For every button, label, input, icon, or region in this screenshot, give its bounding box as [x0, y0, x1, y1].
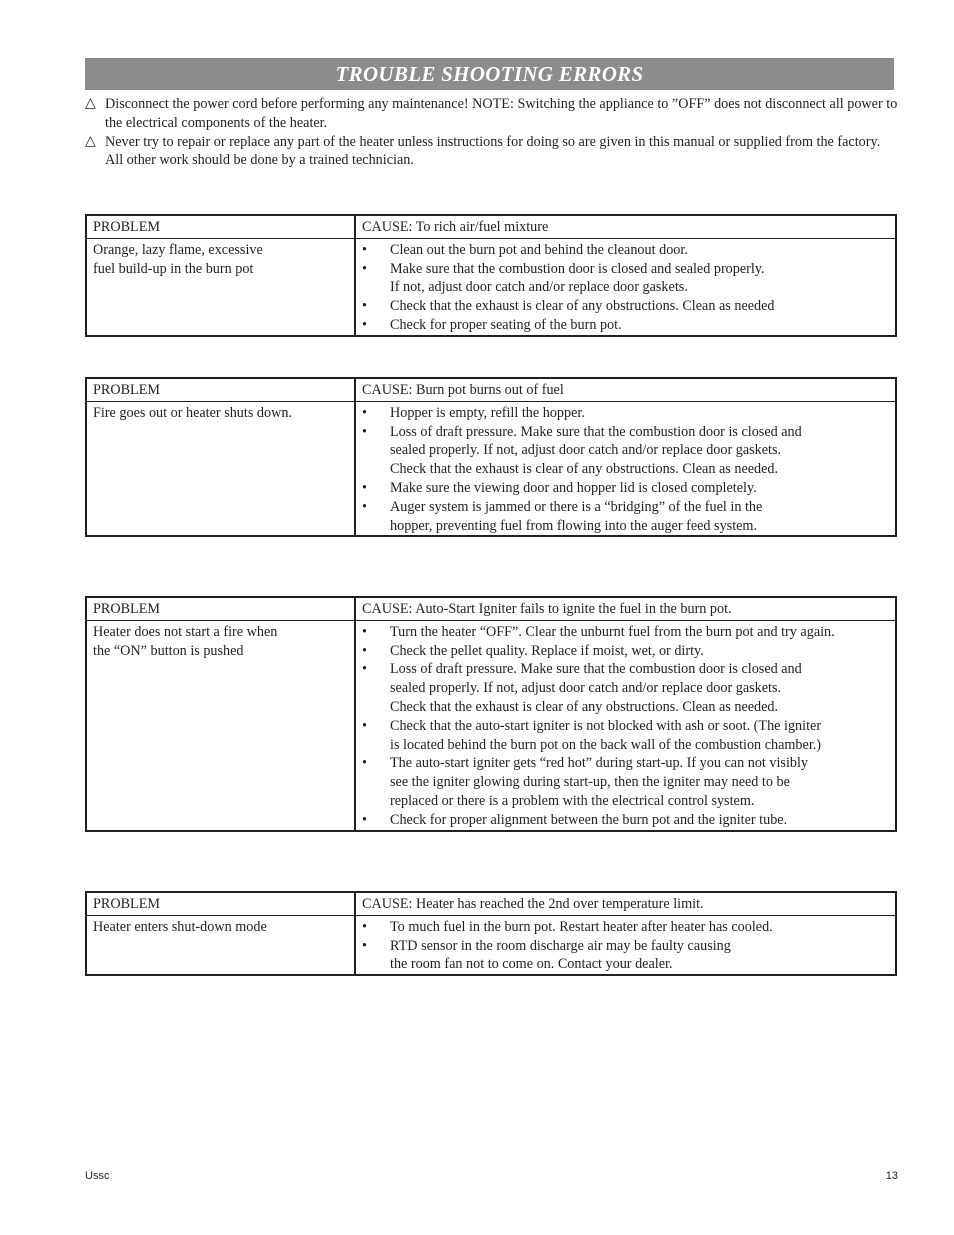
- troubleshooting-table: [85, 214, 897, 337]
- cause-line: Loss of draft pressure. Make sure that the combustion door is closed and: [390, 423, 802, 440]
- cause-line: Check that the exhaust is clear of any obstructions. Clean as needed: [390, 298, 775, 315]
- table-row: [86, 620, 896, 830]
- list-item: [362, 423, 889, 479]
- problem-line: Heater enters shut-down mode: [93, 918, 267, 935]
- table-row: [86, 401, 896, 536]
- cause-header: CAUSE: Auto-Start Igniter fails to ignite the fuel in the burn pot.: [355, 597, 896, 620]
- cause-line: Check that the auto-start igniter is not blocked with ash or soot. (The igniter: [390, 717, 822, 734]
- cause-line: hopper, preventing fuel from flowing into the auger feed system.: [390, 517, 758, 534]
- problem-header: PROBLEM: [86, 597, 355, 620]
- warning-item: [85, 133, 900, 171]
- cause-list: [362, 404, 889, 536]
- cause-list-cell: [355, 238, 896, 335]
- cause-line: To much fuel in the burn pot. Restart heater after heater has cooled.: [390, 918, 773, 935]
- cause-list-cell: [355, 915, 896, 975]
- cause-header: CAUSE: To rich air/fuel mixture: [355, 215, 896, 238]
- page-title-bar: [85, 58, 894, 90]
- list-item: [362, 479, 889, 498]
- warning-triangle-icon: △: [85, 133, 96, 149]
- problem-line: Fire goes out or heater shuts down.: [93, 404, 292, 421]
- cause-line: is located behind the burn pot on the back wall of the combustion chamber.): [390, 736, 822, 753]
- bullet-icon: •: [362, 937, 367, 954]
- bullet-icon: •: [362, 498, 367, 515]
- table-header-row: [86, 378, 896, 401]
- problem-description: [86, 915, 355, 975]
- table-header-row: [86, 597, 896, 620]
- cause-header: CAUSE: Heater has reached the 2nd over temperature limit.: [355, 892, 896, 915]
- cause-line: Turn the heater “OFF”. Clear the unburnt fuel from the burn pot and try again.: [390, 623, 835, 640]
- bullet-icon: •: [362, 316, 367, 333]
- cause-line: sealed properly. If not, adjust door catch and/or replace door gaskets.: [390, 442, 782, 459]
- list-item: [362, 260, 889, 298]
- table-header-row: [86, 215, 896, 238]
- bullet-icon: •: [362, 811, 367, 828]
- problem-header: PROBLEM: [86, 892, 355, 915]
- cause-line: the room fan not to come on. Contact your dealer.: [390, 956, 673, 973]
- troubleshooting-table: [85, 596, 897, 832]
- list-item: [362, 717, 889, 755]
- footer-brand: Ussc: [85, 1170, 110, 1182]
- cause-line: see the igniter glowing during start-up, then the igniter may need to be: [390, 774, 790, 791]
- cause-line: Check for proper alignment between the burn pot and the igniter tube.: [390, 811, 788, 828]
- cause-list-cell: [355, 401, 896, 536]
- problem-line: Orange, lazy flame, excessive: [93, 241, 263, 258]
- table-header-row: [86, 892, 896, 915]
- list-item: [362, 660, 889, 716]
- cause-list: [362, 241, 889, 335]
- problem-description: [86, 238, 355, 335]
- list-item: [362, 297, 889, 316]
- list-item: [362, 918, 889, 937]
- cause-line: Check for proper seating of the burn pot.: [390, 316, 622, 333]
- cause-line: If not, adjust door catch and/or replace door gaskets.: [390, 279, 688, 296]
- problem-description: [86, 620, 355, 830]
- warning-item: [85, 95, 900, 133]
- problem-header: PROBLEM: [86, 378, 355, 401]
- cause-line: Check the pellet quality. Replace if moist, wet, or dirty.: [390, 642, 704, 659]
- list-item: [362, 811, 889, 830]
- bullet-icon: •: [362, 717, 367, 734]
- cause-line: Hopper is empty, refill the hopper.: [390, 404, 585, 421]
- cause-list-cell: [355, 620, 896, 830]
- table-row: [86, 238, 896, 335]
- cause-line: Clean out the burn pot and behind the cleanout door.: [390, 241, 688, 258]
- list-item: [362, 623, 889, 642]
- bullet-icon: •: [362, 404, 367, 421]
- cause-line: Auger system is jammed or there is a “bridging” of the fuel in the: [390, 498, 763, 515]
- cause-line: The auto-start igniter gets “red hot” during start-up. If you can not visibly: [390, 755, 809, 772]
- warning-text: Disconnect the power cord before performing any maintenance! NOTE: Switching the appliance to ”OFF” does not disconnect all power to the electrical components of the heater.: [105, 96, 898, 131]
- list-item: [362, 642, 889, 661]
- cause-line: Check that the exhaust is clear of any obstructions. Clean as needed.: [390, 698, 779, 715]
- bullet-icon: •: [362, 623, 367, 640]
- troubleshooting-table: [85, 377, 897, 537]
- cause-line: sealed properly. If not, adjust door catch and/or replace door gaskets.: [390, 680, 782, 697]
- list-item: [362, 404, 889, 423]
- problem-header: PROBLEM: [86, 215, 355, 238]
- cause-line: RTD sensor in the room discharge air may be faulty causing: [390, 937, 731, 954]
- problem-line: Heater does not start a fire when: [93, 623, 278, 640]
- bullet-icon: •: [362, 755, 367, 772]
- bullet-icon: •: [362, 423, 367, 440]
- list-item: [362, 937, 889, 975]
- bullet-icon: •: [362, 642, 367, 659]
- list-item: [362, 241, 889, 260]
- bullet-icon: •: [362, 918, 367, 935]
- cause-header: CAUSE: Burn pot burns out of fuel: [355, 378, 896, 401]
- cause-list: [362, 918, 889, 974]
- problem-description: [86, 401, 355, 536]
- page-number: 13: [885, 1170, 898, 1182]
- page-title: TROUBLE SHOOTING ERRORS: [335, 62, 644, 86]
- warning-text: Never try to repair or replace any part of the heater unless instructions for doing so are given in this manual or supplied from the factory. All other work should be done by a trained technician.: [105, 133, 881, 169]
- bullet-icon: •: [362, 661, 367, 678]
- list-item: [362, 754, 889, 810]
- list-item: [362, 498, 889, 536]
- bullet-icon: •: [362, 298, 367, 315]
- warning-triangle-icon: △: [85, 96, 96, 111]
- safety-warnings: [85, 95, 900, 170]
- cause-line: Make sure that the combustion door is closed and sealed properly.: [390, 260, 765, 277]
- troubleshooting-table: [85, 891, 897, 976]
- cause-list: [362, 623, 889, 830]
- table-row: [86, 915, 896, 975]
- bullet-icon: •: [362, 479, 367, 496]
- bullet-icon: •: [362, 241, 367, 258]
- problem-line: fuel build-up in the burn pot: [93, 260, 254, 277]
- bullet-icon: •: [362, 260, 367, 277]
- problem-line: the “ON” button is pushed: [93, 642, 244, 659]
- list-item: [362, 316, 889, 335]
- cause-line: replaced or there is a problem with the electrical control system.: [390, 792, 755, 809]
- cause-line: Make sure the viewing door and hopper lid is closed completely.: [390, 479, 757, 496]
- cause-line: Loss of draft pressure. Make sure that the combustion door is closed and: [390, 661, 802, 678]
- cause-line: Check that the exhaust is clear of any obstructions. Clean as needed.: [390, 461, 779, 478]
